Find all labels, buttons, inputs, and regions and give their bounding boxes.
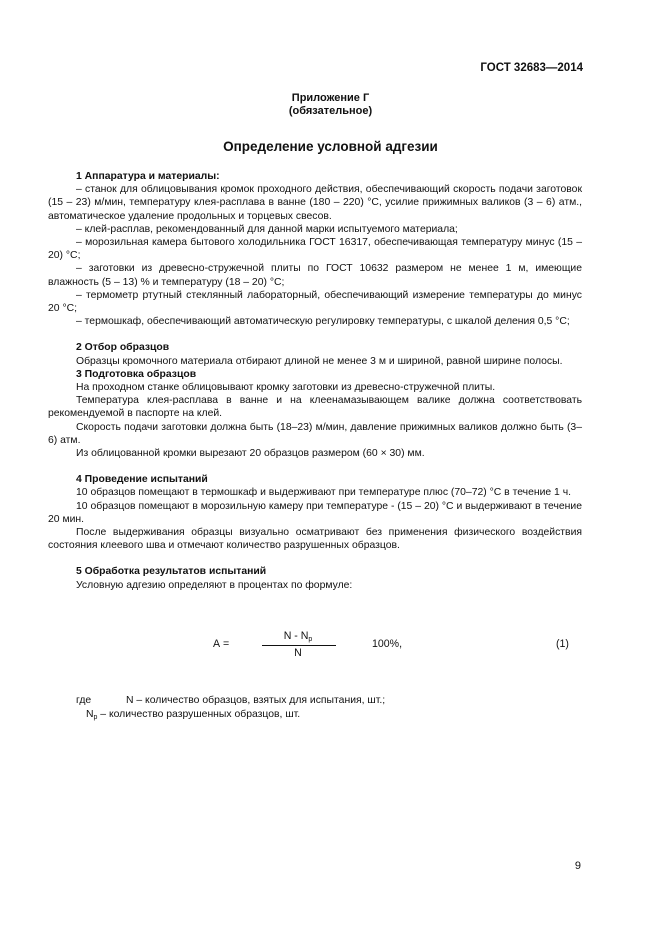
section-4-paragraph: 10 образцов помещают в термошкаф и выдерживают при температуре плюс (70–72) °С в течение 1 ч. — [76, 487, 572, 499]
section-3-paragraph: Температура клея-расплава в ванне и на клеенамазывающем валике должна соответствовать рекомендуемой в паспорте на клей. — [48, 395, 582, 420]
definition-n: N – количество образцов, взятых для испытания, шт.; — [126, 695, 386, 706]
formula-definitions — [76, 694, 385, 725]
section-3-paragraph: Из облицованной кромки вырезают 20 образцов размером (60 × 30) мм. — [76, 448, 425, 460]
body-text — [48, 170, 582, 592]
formula-denominator: N — [294, 647, 302, 659]
section-3-paragraph: На проходном станке облицовывают кромку заготовки из древесно-стружечной плиты. — [76, 382, 496, 394]
where-label: где — [76, 695, 92, 706]
section-1-item: – морозильная камера бытового холодильника ГОСТ 16317, обеспечивающая температуру минус (15 – 20) °С; — [48, 237, 582, 262]
definition-np-text: – количество разрушенных образцов, шт. — [97, 709, 301, 720]
document-id-header: ГОСТ 32683—2014 — [480, 62, 583, 74]
definition-np-symbol: N — [86, 709, 94, 720]
page-number: 9 — [574, 860, 581, 872]
section-5-heading: 5 Обработка результатов испытаний — [76, 566, 267, 578]
adhesion-formula — [0, 630, 661, 670]
section-1-item: – заготовки из древесно-стружечной плиты по ГОСТ 10632 размером не менее 1 м, имеющие влажность (5 – 13) % и температуру (18 – 20) °С; — [48, 263, 582, 288]
appendix-status: (обязательное) — [288, 105, 373, 117]
definition-line-1 — [76, 694, 385, 708]
section-1-heading: 1 Аппаратура и материалы: — [76, 171, 220, 182]
section-4-paragraph: После выдерживания образцы визуально осматривают без применения физического воздействия состояния клеевого шва и отмечают количество разрушенных образцов. — [48, 527, 582, 552]
section-1-item: – термометр ртутный стеклянный лабораторный, обеспечивающий измерение температуры до минус 20 °С; — [48, 289, 582, 315]
formula-factor: 100%, — [372, 638, 403, 650]
formula-lhs: А = — [213, 638, 230, 650]
section-1-item: – станок для облицовывания кромок проходного действия, обеспечивающий скорость подачи заготовок (15 – 23) м/мин, температуру клея-расплава в ванне (180 – 220) °С, усилие прижимных валиков (3 – 6) атм., автоматическое удаление продольных и торцевых свесов. — [48, 184, 582, 222]
section-3-paragraph: Скорость подачи заготовки должна быть (18–23) м/мин, давление прижимных валиков должно быть (3–6) атм. — [48, 421, 582, 446]
section-1-item: – термошкаф, обеспечивающий автоматическую регулировку температуры, с шкалой деления 0,5 °С; — [76, 316, 570, 328]
section-1-item: – клей-расплав, рекомендованный для данной марки испытуемого материала; — [76, 223, 458, 235]
formula-numerator — [262, 630, 334, 643]
section-5-intro: Условную адгезию определяют в процентах по формуле: — [76, 579, 353, 591]
appendix-title: Приложение Г — [291, 92, 370, 104]
section-3-heading: 3 Подготовка образцов — [76, 368, 197, 380]
section-2-heading: 2 Отбор образцов — [76, 342, 170, 354]
formula-numerator-sub: р — [308, 636, 313, 643]
definition-line-2 — [76, 708, 385, 725]
formula-numerator-main: N - N — [283, 630, 309, 642]
section-2-paragraph: Образцы кромочного материала отбирают длиной не менее 3 м и шириной, равной ширине полосы. — [76, 355, 563, 367]
definition-np-sub: р — [93, 714, 98, 721]
section-4-heading: 4 Проведение испытаний — [76, 474, 208, 486]
formula-number: (1) — [556, 638, 569, 650]
fraction-bar — [262, 645, 336, 646]
section-4-paragraph: 10 образцов помещают в морозильную камеру при температуре - (15 – 20) °С и выдерживают в течение 20 мин. — [48, 500, 582, 525]
page-title: Определение условной адгезии — [223, 139, 438, 154]
